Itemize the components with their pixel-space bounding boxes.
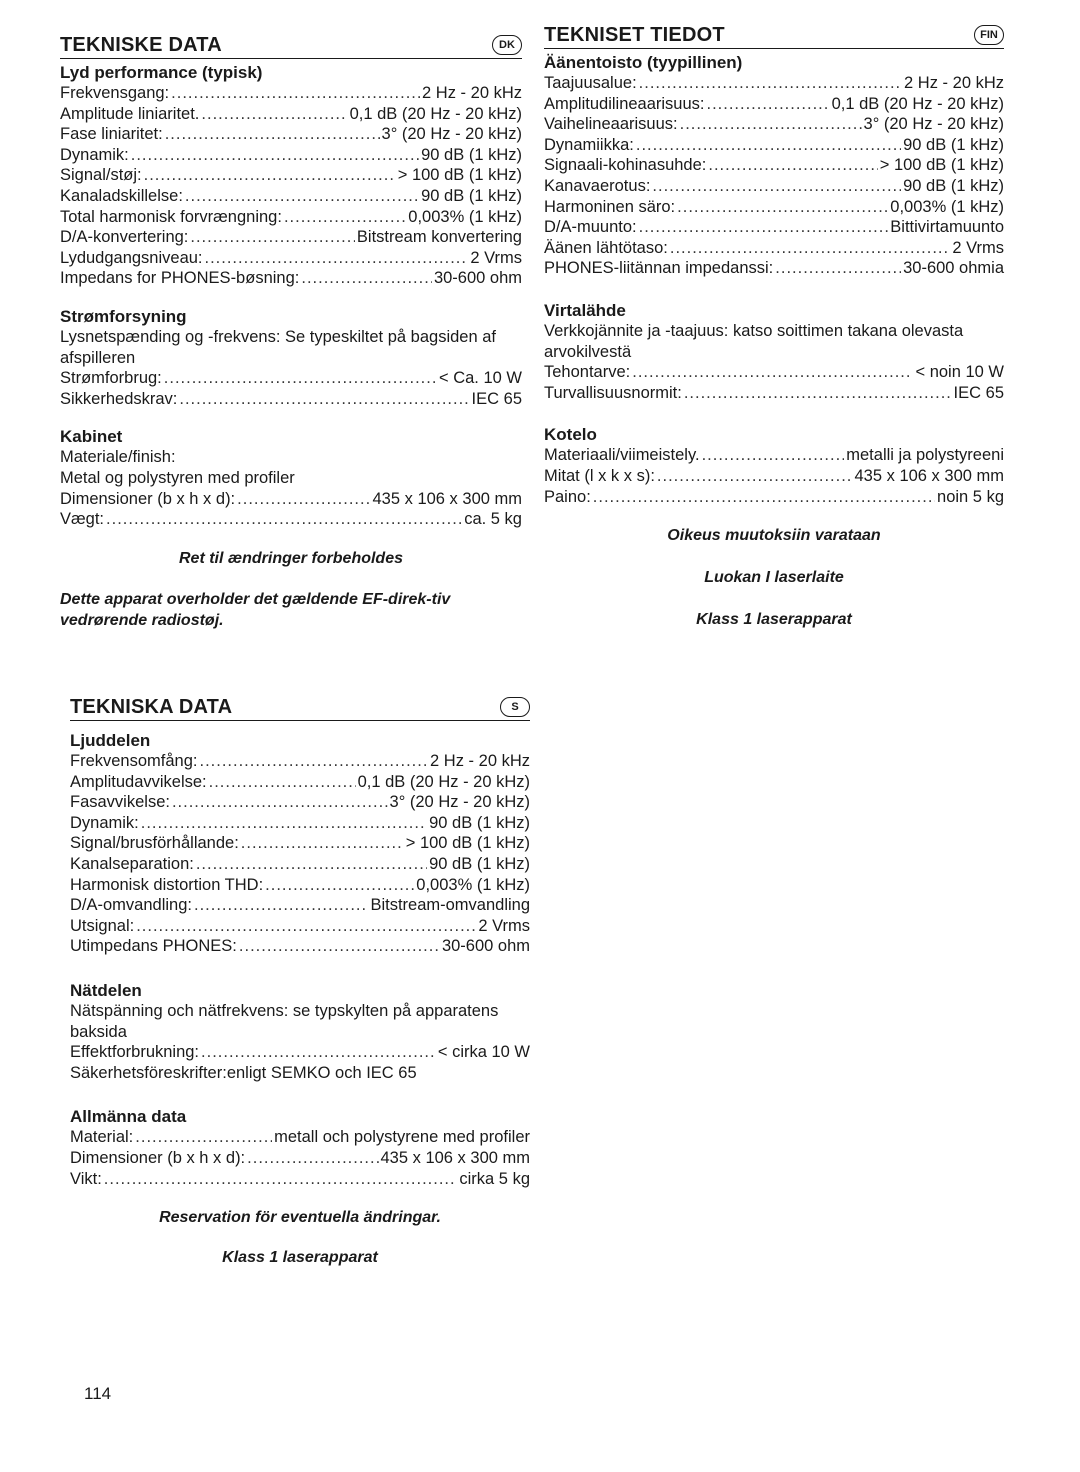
disclaimer-note: Oikeus muutoksiin varataan — [667, 527, 881, 545]
country-badge-icon: DK — [492, 35, 522, 55]
spec-value: < noin 10 W — [915, 363, 1004, 382]
spec-group — [60, 63, 522, 289]
section-dk — [60, 28, 522, 631]
spec-row — [70, 1127, 530, 1148]
section-fin — [544, 18, 1004, 630]
spec-row — [544, 258, 1004, 279]
spec-value: Bittivirtamuunto — [890, 218, 1004, 237]
spec-value: 30-600 ohm — [441, 937, 530, 956]
spec-label: D/A-omvandling: — [70, 896, 192, 915]
spec-row — [70, 875, 530, 896]
group-heading: Äänentoisto (tyypillinen) — [544, 53, 743, 72]
page-number: 114 — [84, 1384, 112, 1403]
spec-label: Kanaladskillelse: — [60, 186, 183, 205]
spec-row — [60, 186, 522, 207]
spec-row — [544, 176, 1004, 197]
spec-row — [60, 248, 522, 269]
spec-value: > 100 dB (1 kHz) — [405, 834, 530, 853]
spec-row — [60, 124, 522, 145]
spec-value: 0,1 dB (20 Hz - 20 kHz) — [357, 772, 530, 791]
spec-label: Äänen lähtötaso: — [544, 238, 668, 257]
spec-label: Fasavvikelse: — [70, 793, 170, 812]
spec-value: 3° (20 Hz - 20 kHz) — [381, 125, 522, 144]
spec-value: 2 Vrms — [478, 916, 530, 935]
spec-value: > 100 dB (1 kHz) — [879, 156, 1004, 175]
spec-value: 435 x 106 x 300 mm — [372, 489, 522, 508]
spec-label: Materiaali/viimeistely. — [544, 446, 700, 465]
spec-value: 2 Vrms — [952, 238, 1004, 257]
spec-label: Utimpedans PHONES: — [70, 937, 237, 956]
spec-label: Effektforbrukning: — [70, 1043, 200, 1062]
group-paragraph: Verkkojännite ja -taajuus: katso soittimen takana olevasta arvokilvestä — [544, 321, 964, 361]
country-badge-icon: S — [500, 697, 530, 717]
spec-label: Vægt: — [60, 510, 105, 529]
spec-row — [60, 165, 522, 186]
spec-row — [70, 895, 530, 916]
group-paragraph: Nätspänning och nätfrekvens: se typskylten på apparatens baksida — [70, 1001, 499, 1041]
spec-label: Kanavaerotus: — [544, 176, 651, 195]
spec-row — [70, 936, 530, 957]
spec-row — [70, 833, 530, 854]
spec-group — [60, 427, 522, 529]
spec-row — [70, 751, 530, 772]
group-heading: Virtalähde — [544, 300, 626, 320]
spec-group — [544, 301, 1004, 403]
country-badge-icon: FIN — [974, 25, 1004, 45]
section-title: TEKNISKE DATA — [60, 34, 222, 56]
spec-value: metalli ja polystyreeni — [846, 446, 1004, 465]
spec-label: Strømforbrug: — [60, 369, 162, 388]
spec-value: cirka 5 kg — [459, 1169, 530, 1188]
group-heading: Allmänna data — [70, 1107, 187, 1127]
spec-label: Signaali-kohinasuhde: — [544, 156, 707, 175]
spec-value: 90 dB (1 kHz) — [429, 813, 530, 832]
spec-label: Harmonisk distortion THD: — [70, 875, 264, 894]
spec-value: 30-600 ohm — [433, 269, 522, 288]
section-header — [544, 18, 1004, 49]
spec-group — [70, 981, 530, 1083]
spec-label: Utsignal: — [70, 916, 135, 935]
group-heading: Kotelo — [544, 425, 597, 445]
group-heading: Lyd performance (typisk) — [60, 63, 263, 82]
spec-label: Dynamik: — [60, 145, 129, 164]
spec-value: 435 x 106 x 300 mm — [380, 1148, 530, 1167]
spec-label: Dynamik: — [70, 813, 139, 832]
spec-row — [70, 1042, 530, 1063]
spec-group — [70, 1107, 530, 1189]
spec-label: D/A-konvertering: — [60, 228, 189, 247]
spec-row — [544, 466, 1004, 487]
spec-row — [544, 114, 1004, 135]
spec-label: Frekvensgang: — [60, 84, 170, 102]
spec-value: metall och polystyrene med profiler — [274, 1128, 530, 1147]
spec-label: D/A-muunto: — [544, 218, 637, 237]
spec-row — [60, 104, 522, 125]
spec-label: Dimensioner (b x h x d): — [60, 489, 236, 508]
spec-row — [70, 792, 530, 813]
spec-label: Sikkerhedskrav: — [60, 389, 178, 408]
spec-label: Material: — [70, 1128, 134, 1147]
spec-label: Dimensioner (b x h x d): — [70, 1148, 246, 1167]
spec-row — [544, 362, 1004, 383]
spec-row — [544, 94, 1004, 115]
spec-label: Säkerhetsföreskrifter: — [70, 1063, 227, 1082]
spec-label: Fase liniaritet: — [60, 125, 163, 144]
spec-row — [60, 389, 522, 410]
disclaimer-note: Ret til ændringer forbeholdes — [178, 549, 403, 567]
spec-row — [60, 268, 522, 289]
group-heading: Ljuddelen — [70, 731, 151, 750]
spec-row — [544, 217, 1004, 238]
spec-value: < Ca. 10 W — [439, 369, 522, 388]
spec-row — [544, 135, 1004, 156]
spec-value: 435 x 106 x 300 mm — [854, 466, 1004, 485]
spec-row — [60, 368, 522, 389]
laser-class-note: Klass 1 laserapparat — [222, 1249, 378, 1267]
spec-label: Mitat (l x k x s): — [544, 466, 655, 485]
spec-label: Frekvensomfång: — [70, 752, 198, 770]
spec-row — [70, 772, 530, 793]
spec-label: Harmoninen säro: — [544, 197, 676, 216]
spec-row — [544, 383, 1004, 404]
spec-row — [70, 916, 530, 937]
spec-value: 90 dB (1 kHz) — [903, 135, 1004, 154]
spec-value: 90 dB (1 kHz) — [421, 145, 522, 164]
spec-value: ca. 5 kg — [464, 510, 522, 529]
section-header — [60, 28, 522, 59]
spec-label: Total harmonisk forvrængning: — [60, 207, 282, 226]
spec-label: Amplitudilineaarisuus: — [544, 94, 705, 113]
spec-value: 0,003% (1 kHz) — [890, 197, 1004, 216]
spec-value: 2 Hz - 20 kHz — [422, 84, 522, 102]
laser-class-note: Klass 1 laserapparat — [696, 611, 852, 629]
spec-label: Dynamiikka: — [544, 135, 634, 154]
spec-row — [60, 207, 522, 228]
spec-label: Lydudgangsniveau: — [60, 248, 203, 267]
spec-value: > 100 dB (1 kHz) — [397, 166, 522, 185]
spec-group — [70, 731, 530, 957]
spec-value: enligt SEMKO och IEC 65 — [226, 1063, 417, 1082]
group-heading: Nätdelen — [70, 980, 142, 1000]
spec-value: IEC 65 — [471, 389, 522, 408]
spec-value: 0,003% (1 kHz) — [408, 207, 522, 226]
spec-value: IEC 65 — [953, 383, 1004, 402]
spec-value: 3° (20 Hz - 20 kHz) — [389, 793, 530, 812]
spec-label: Turvallisuusnormit: — [544, 383, 682, 402]
spec-label: Vikt: — [70, 1169, 102, 1188]
group-paragraph: Metal og polystyren med profiler — [60, 468, 295, 487]
spec-value: 2 Vrms — [470, 248, 522, 267]
spec-value: < cirka 10 W — [437, 1043, 530, 1062]
disclaimer-note: Reservation för eventuella ändringar. — [159, 1209, 441, 1227]
spec-label: Signal/brusförhållande: — [70, 834, 239, 853]
spec-row — [60, 489, 522, 510]
group-heading: Strømforsyning — [60, 306, 187, 326]
spec-value: 0,1 dB (20 Hz - 20 kHz) — [349, 104, 522, 123]
spec-value: Bitstream konvertering — [356, 228, 522, 247]
spec-row — [70, 854, 530, 875]
spec-value: 0,003% (1 kHz) — [416, 875, 530, 894]
spec-row — [70, 1148, 530, 1169]
spec-row — [544, 238, 1004, 259]
spec-row — [70, 1063, 530, 1084]
laser-class-note: Luokan I laserlaite — [704, 569, 844, 587]
spec-label: Impedans for PHONES-bøsning: — [60, 269, 300, 288]
spec-value: 2 Hz - 20 kHz — [904, 74, 1004, 92]
spec-label: Amplitudavvikelse: — [70, 772, 207, 791]
spec-value: 0,1 dB (20 Hz - 20 kHz) — [831, 94, 1004, 113]
spec-row — [544, 73, 1004, 94]
group-heading: Kabinet — [60, 427, 123, 447]
spec-label: Tehontarve: — [544, 363, 631, 382]
spec-row — [70, 1169, 530, 1190]
spec-row — [544, 197, 1004, 218]
spec-group — [544, 53, 1004, 279]
spec-value: 90 dB (1 kHz) — [429, 854, 530, 873]
section-title: TEKNISKA DATA — [70, 696, 233, 718]
spec-label: Taajuusalue: — [544, 74, 637, 92]
spec-value: 3° (20 Hz - 20 kHz) — [863, 115, 1004, 134]
section-s — [70, 690, 530, 1268]
spec-row — [544, 155, 1004, 176]
spec-row — [60, 509, 522, 530]
spec-value: 90 dB (1 kHz) — [903, 176, 1004, 195]
spec-row — [70, 813, 530, 834]
spec-label: Signal/støj: — [60, 166, 142, 185]
spec-row — [60, 145, 522, 166]
spec-row — [60, 227, 522, 248]
spec-row — [544, 487, 1004, 508]
spec-group — [544, 425, 1004, 507]
disclaimer-note: Dette apparat overholder det gældende EF-direk-tiv vedrørende radiostøj. — [60, 590, 451, 629]
group-paragraph: Materiale/finish: — [60, 448, 176, 467]
spec-value: 90 dB (1 kHz) — [421, 186, 522, 205]
spec-group — [60, 307, 522, 409]
spec-value: noin 5 kg — [937, 487, 1004, 506]
spec-row — [60, 83, 522, 104]
section-header — [70, 690, 530, 721]
spec-label: PHONES-liitännan impedanssi: — [544, 259, 774, 278]
spec-value: Bitstream-omvandling — [370, 896, 530, 915]
spec-row — [544, 445, 1004, 466]
spec-value: 2 Hz - 20 kHz — [430, 752, 530, 770]
spec-label: Paino: — [544, 487, 591, 506]
spec-value: 30-600 ohmia — [903, 259, 1004, 278]
spec-label: Vaihelineaarisuus: — [544, 115, 678, 134]
spec-label: Amplitude liniaritet. — [60, 104, 200, 123]
group-paragraph: Lysnetspænding og -frekvens: Se typeskiltet på bagsiden af afspilleren — [60, 327, 496, 367]
section-title: TEKNISET TIEDOT — [544, 24, 725, 46]
spec-label: Kanalseparation: — [70, 854, 194, 873]
